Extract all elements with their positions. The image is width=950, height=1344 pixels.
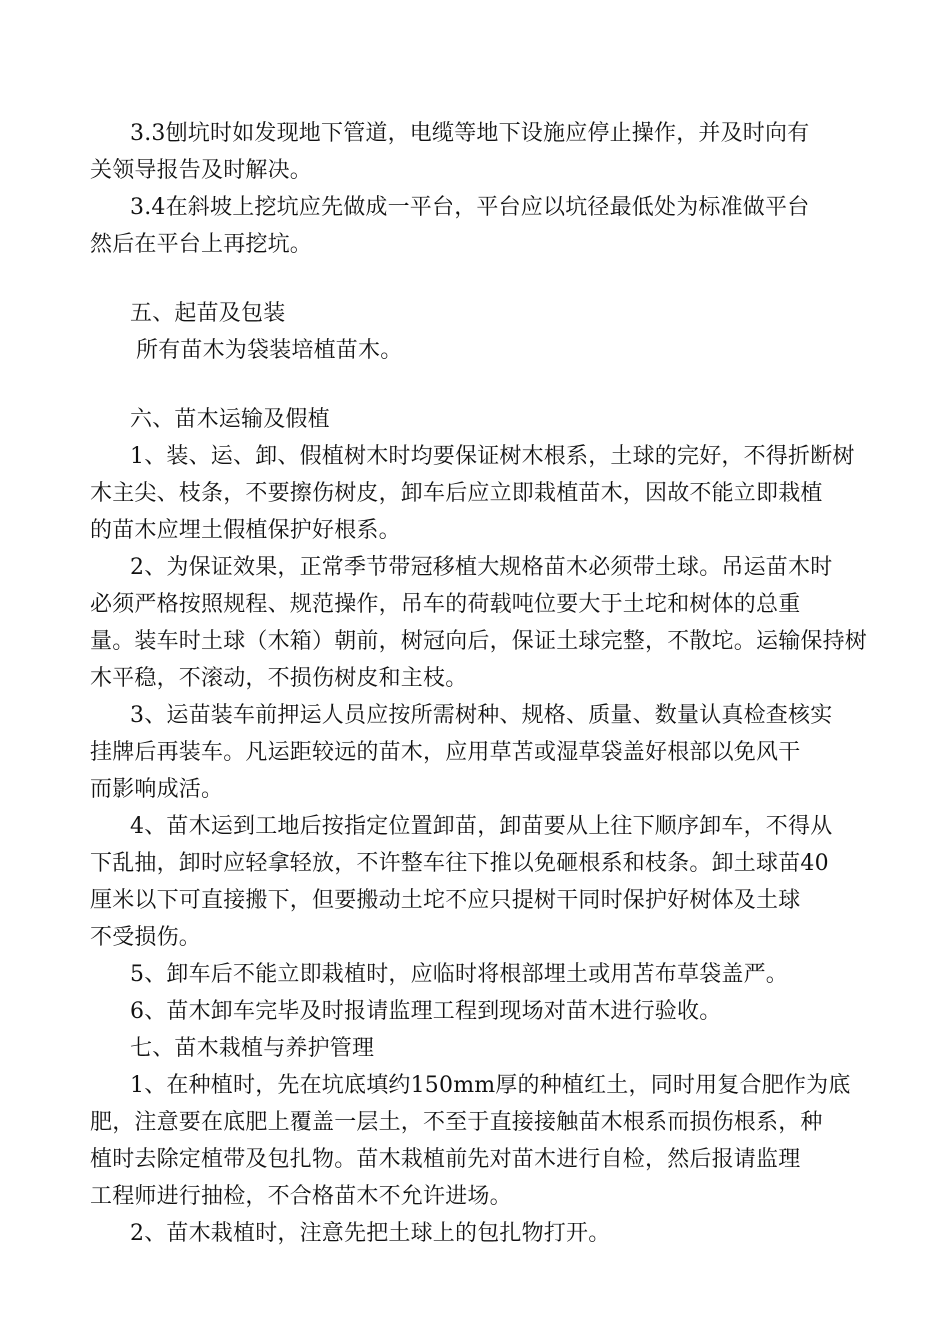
item-6-1-line-2: 木主尖、枝条，不要擦伤树皮，卸车后应立即栽植苗木，因故不能立即栽植	[90, 481, 823, 506]
item-6-1-line-1: 1、装、运、卸、假植树木时均要保证树木根系，土球的完好，不得折断树	[130, 444, 855, 469]
item-6-3-line-1: 3、运苗装车前押运人员应按所需树种、规格、质量、数量认真检查核实	[130, 703, 833, 728]
paragraph-3-4-line-1: 3.4在斜坡上挖坑应先做成一平台，平台应以坑径最低处为标准做平台	[130, 195, 810, 220]
item-6-2-line-1: 2、为保证效果，正常季节带冠移植大规格苗木必须带土球。吊运苗木时	[130, 555, 833, 580]
item-6-3-line-3: 而影响成活。	[90, 777, 224, 802]
item-6-4-line-2: 下乱抽，卸时应轻拿轻放，不许整车往下推以免砸根系和枝条。卸土球苗40	[90, 851, 829, 876]
item-6-2-line-4: 木平稳，不滚动，不损伤树皮和主枝。	[90, 666, 468, 691]
item-7-1-line-1: 1、在种植时，先在坑底填约150mm厚的种植红土，同时用复合肥作为底	[130, 1073, 851, 1098]
paragraph-3-3-line-2: 关领导报告及时解决。	[90, 158, 313, 183]
item-7-2: 2、苗木栽植时，注意先把土球上的包扎物打开。	[130, 1221, 611, 1246]
item-6-5: 5、卸车后不能立即栽植时，应临时将根部埋土或用苫布草袋盖严。	[130, 962, 788, 987]
item-6-2-line-2: 必须严格按照规程、规范操作，吊车的荷载吨位要大于土坨和树体的总重	[90, 592, 801, 617]
item-6-4-line-4: 不受损伤。	[90, 925, 202, 950]
item-7-1-line-4: 工程师进行抽检，不合格苗木不允许进场。	[90, 1184, 512, 1209]
item-7-1-line-2: 肥，注意要在底肥上覆盖一层土，不至于直接接触苗木根系而损伤根系，种	[90, 1110, 823, 1135]
paragraph-3-3-line-1: 3.3刨坑时如发现地下管道，电缆等地下设施应停止操作，并及时向有	[130, 121, 810, 146]
item-6-4-line-3: 厘米以下可直接搬下，但要搬动土坨不应只提树干同时保护好树体及土球	[90, 888, 801, 913]
item-6-2-line-3: 量。装车时土球（木箱）朝前，树冠向后，保证土球完整，不散坨。运输保持树	[90, 629, 868, 654]
item-7-1-line-3: 植时去除定植带及包扎物。苗木栽植前先对苗木进行自检，然后报请监理	[90, 1147, 801, 1172]
section-heading-5: 五、起苗及包装	[130, 301, 286, 326]
section-heading-6: 六、苗木运输及假植	[130, 407, 330, 432]
section-5-body: 所有苗木为袋装培植苗木。	[136, 338, 403, 363]
section-heading-7: 七、苗木栽植与养护管理	[130, 1036, 375, 1061]
item-6-4-line-1: 4、苗木运到工地后按指定位置卸苗，卸苗要从上往下顺序卸车，不得从	[130, 814, 833, 839]
paragraph-3-4-line-2: 然后在平台上再挖坑。	[90, 232, 313, 257]
item-6-6: 6、苗木卸车完毕及时报请监理工程到现场对苗木进行验收。	[130, 999, 722, 1024]
item-6-3-line-2: 挂牌后再装车。凡运距较远的苗木，应用草苫或湿草袋盖好根部以免风干	[90, 740, 801, 765]
item-6-1-line-3: 的苗木应埋土假植保护好根系。	[90, 518, 401, 543]
